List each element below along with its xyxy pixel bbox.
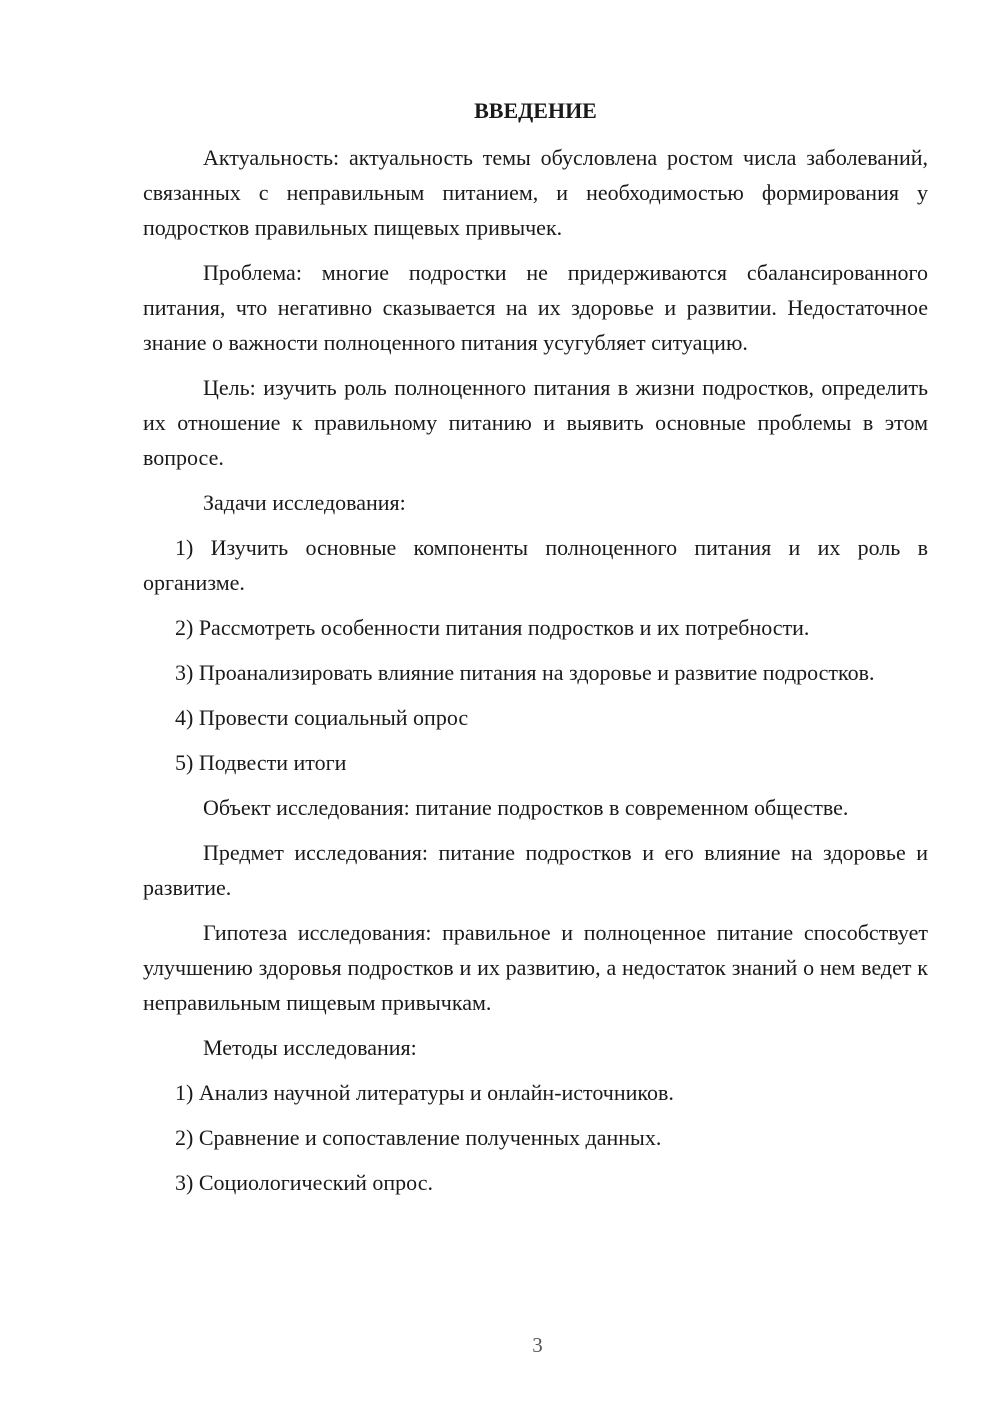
document-page [143, 96, 928, 1210]
goal-paragraph: Цель: изучить роль полноценного питания в жизни подростков, определить их отношение к правильному питанию и выявить основные проблемы в этом вопросе. [143, 375, 928, 470]
task-item-4: 4) Провести социальный опрос [175, 705, 469, 730]
section-title: ВВЕДЕНИЕ [474, 98, 597, 123]
tasks-heading: Задачи исследования: [203, 490, 406, 515]
task-item-3: 3) Проанализировать влияние питания на здоровье и развитие подростков. [175, 660, 875, 685]
task-item-1: 1) Изучить основные компоненты полноценного питания и их роль в организме. [143, 535, 928, 595]
hypothesis-paragraph: Гипотеза исследования: правильное и полноценное питание способствует улучшению здоровья подростков и их развитию, а недостаток знаний о нем ведет к неправильным пищевым привычкам. [143, 920, 928, 1015]
object-paragraph: Объект исследования: питание подростков в современном обществе. [203, 795, 849, 820]
methods-heading: Методы исследования: [203, 1035, 417, 1060]
task-item-5: 5) Подвести итоги [175, 750, 347, 775]
page-number: 3 [532, 1333, 543, 1357]
method-item-3: 3) Социологический опрос. [175, 1170, 433, 1195]
method-item-2: 2) Сравнение и сопоставление полученных данных. [175, 1125, 662, 1150]
subject-paragraph: Предмет исследования: питание подростков и его влияние на здоровье и развитие. [143, 840, 928, 900]
method-item-1: 1) Анализ научной литературы и онлайн-источников. [175, 1080, 674, 1105]
problem-paragraph: Проблема: многие подростки не придерживаются сбалансированного питания, что негативно сказывается на их здоровье и развитии. Недостаточное знание о важности полноценного питания усугубляет ситуацию. [143, 260, 928, 355]
relevance-paragraph: Актуальность: актуальность темы обусловлена ростом числа заболеваний, связанных с неправильным питанием, и необходимостью формирования у подростков правильных пищевых привычек. [143, 145, 928, 240]
task-item-2: 2) Рассмотреть особенности питания подростков и их потребности. [175, 615, 810, 640]
